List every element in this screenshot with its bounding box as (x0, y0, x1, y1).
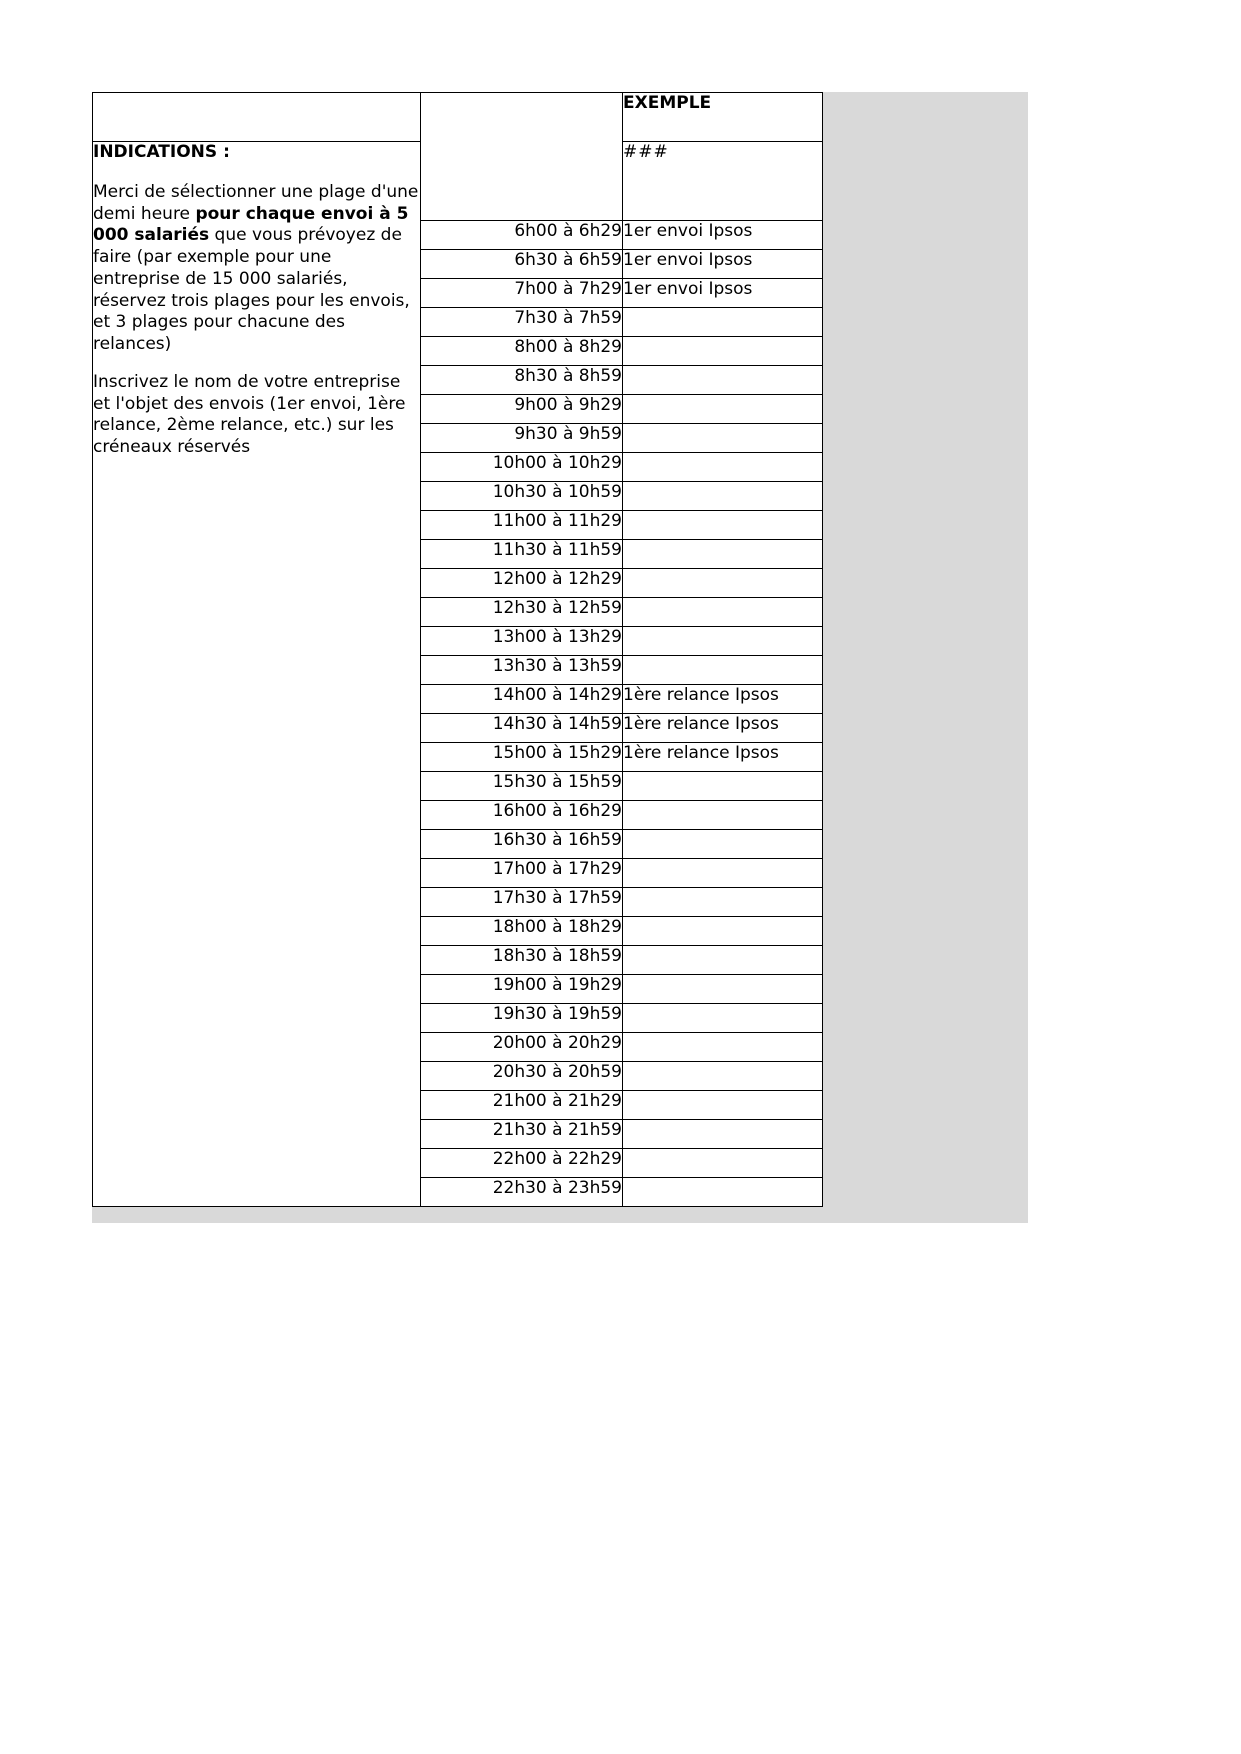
slot-header-cell (421, 93, 623, 221)
example-value[interactable] (623, 1120, 823, 1149)
example-value[interactable] (623, 308, 823, 337)
slot-label: 19h30 à 19h59 (421, 1004, 623, 1033)
slot-label: 7h00 à 7h29 (421, 279, 623, 308)
example-value[interactable]: 1ère relance Ipsos (623, 714, 823, 743)
slot-label: 16h30 à 16h59 (421, 830, 623, 859)
example-value[interactable]: 1er envoi Ipsos (623, 279, 823, 308)
slot-label: 14h00 à 14h29 (421, 685, 623, 714)
example-value[interactable] (623, 540, 823, 569)
example-value[interactable] (623, 424, 823, 453)
indications-paragraph-2: Inscrivez le nom de votre entreprise et l'objet des envois (1er envoi, 1ère relance, 2ème relance, etc.) sur les créneaux réservés (93, 371, 406, 457)
example-value[interactable] (623, 366, 823, 395)
slot-label: 15h00 à 15h29 (421, 743, 623, 772)
slot-label: 11h30 à 11h59 (421, 540, 623, 569)
slot-label: 6h30 à 6h59 (421, 250, 623, 279)
slot-label: 6h00 à 6h29 (421, 221, 623, 250)
example-value[interactable] (623, 801, 823, 830)
example-value[interactable] (623, 395, 823, 424)
slot-label: 17h00 à 17h29 (421, 859, 623, 888)
indications-p1-pre: Merci de sélectionner une plage d'une demi heure (93, 181, 419, 224)
example-value[interactable]: 1er envoi Ipsos (623, 221, 823, 250)
slot-label: 8h30 à 8h59 (421, 366, 623, 395)
example-value[interactable] (623, 453, 823, 482)
example-value[interactable]: 1ère relance Ipsos (623, 743, 823, 772)
indications-title: INDICATIONS : (93, 142, 230, 162)
indications-p1-bold: pour chaque envoi à 5 000 salariés (93, 203, 409, 246)
example-value[interactable] (623, 1004, 823, 1033)
example-value[interactable] (623, 569, 823, 598)
example-value[interactable] (623, 1033, 823, 1062)
example-subheader-cell: ### (623, 142, 823, 221)
example-value[interactable] (623, 511, 823, 540)
slot-label: 7h30 à 7h59 (421, 308, 623, 337)
slot-label: 9h30 à 9h59 (421, 424, 623, 453)
slot-label: 21h00 à 21h29 (421, 1091, 623, 1120)
example-value[interactable] (623, 917, 823, 946)
example-value[interactable] (623, 975, 823, 1004)
slot-label: 22h30 à 23h59 (421, 1178, 623, 1207)
example-value[interactable]: 1er envoi Ipsos (623, 250, 823, 279)
example-value[interactable] (623, 337, 823, 366)
example-value[interactable] (623, 1178, 823, 1207)
slot-label: 16h00 à 16h29 (421, 801, 623, 830)
example-value[interactable] (623, 772, 823, 801)
slot-label: 22h00 à 22h29 (421, 1149, 623, 1178)
example-value[interactable] (623, 888, 823, 917)
indications-cell (93, 142, 421, 1207)
slot-label: 8h00 à 8h29 (421, 337, 623, 366)
example-value[interactable] (623, 1091, 823, 1120)
example-value[interactable]: 1ère relance Ipsos (623, 685, 823, 714)
indications-paragraph-1 (93, 182, 420, 356)
slot-label: 9h00 à 9h29 (421, 395, 623, 424)
example-value[interactable] (623, 482, 823, 511)
example-value[interactable] (623, 1149, 823, 1178)
slot-label: 15h30 à 15h59 (421, 772, 623, 801)
slot-label: 12h30 à 12h59 (421, 598, 623, 627)
example-header-cell: EXEMPLE (623, 93, 823, 142)
example-value[interactable] (623, 598, 823, 627)
example-value[interactable] (623, 627, 823, 656)
slot-label: 18h00 à 18h29 (421, 917, 623, 946)
indications-p1-post: que vous prévoyez de faire (par exemple pour une entreprise de 15 000 salariés, réservez trois plages pour les envois, et 3 plages pour chacune des relances) (93, 225, 410, 354)
example-value[interactable] (623, 656, 823, 685)
example-value[interactable] (623, 1062, 823, 1091)
indications-header-cell (93, 93, 421, 142)
slot-label: 17h30 à 17h59 (421, 888, 623, 917)
slot-label: 12h00 à 12h29 (421, 569, 623, 598)
slot-label: 11h00 à 11h29 (421, 511, 623, 540)
slot-label: 13h30 à 13h59 (421, 656, 623, 685)
example-value[interactable] (623, 946, 823, 975)
planning-table (92, 92, 823, 1207)
slot-label: 18h30 à 18h59 (421, 946, 623, 975)
slot-label: 21h30 à 21h59 (421, 1120, 623, 1149)
table-header-row (93, 93, 823, 142)
slot-label: 20h00 à 20h29 (421, 1033, 623, 1062)
slot-label: 14h30 à 14h59 (421, 714, 623, 743)
slot-label: 20h30 à 20h59 (421, 1062, 623, 1091)
example-value[interactable] (623, 830, 823, 859)
example-value[interactable] (623, 859, 823, 888)
slot-label: 10h30 à 10h59 (421, 482, 623, 511)
slot-label: 13h00 à 13h29 (421, 627, 623, 656)
slot-label: 19h00 à 19h29 (421, 975, 623, 1004)
slot-label: 10h00 à 10h29 (421, 453, 623, 482)
